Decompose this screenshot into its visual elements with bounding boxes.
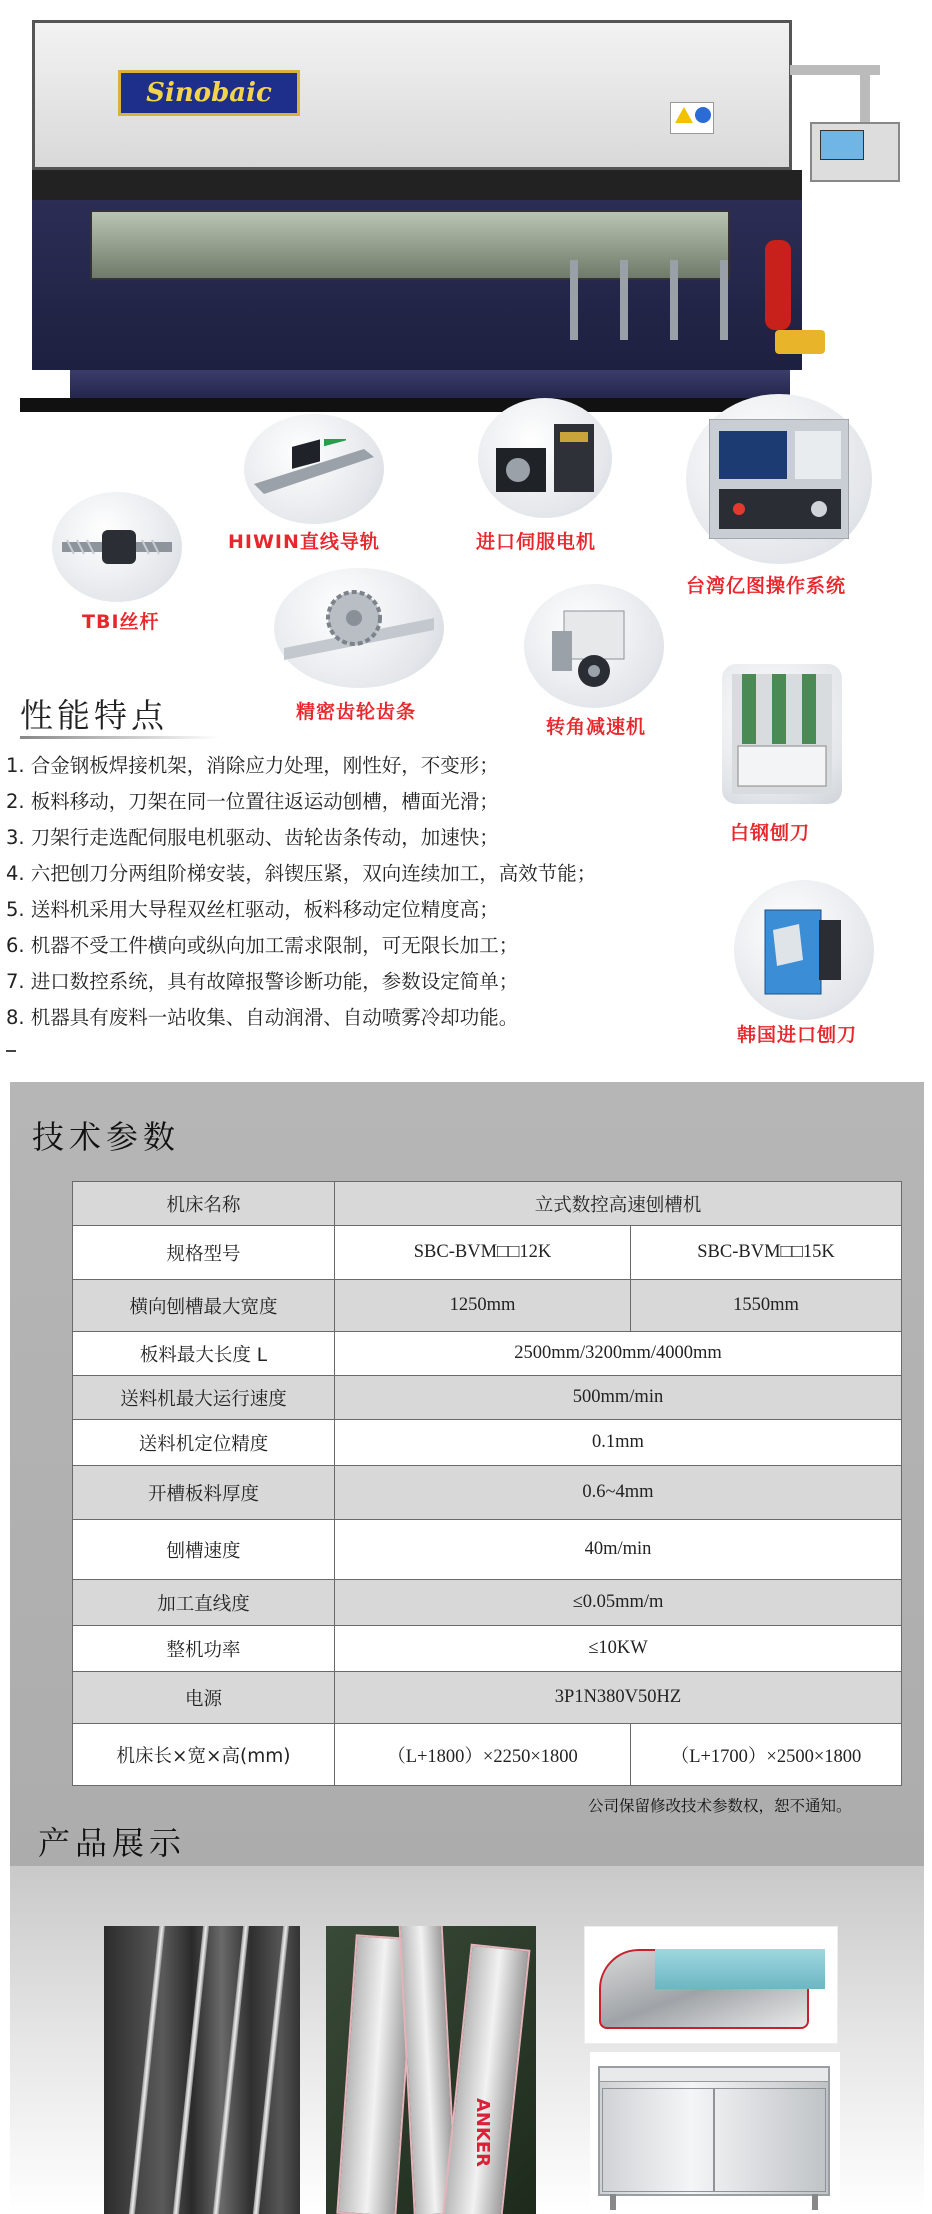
servo-motor-icon: [478, 398, 612, 518]
spec-value: ≤0.05mm/m: [335, 1580, 902, 1626]
brand-logo: Sinobaic: [118, 70, 300, 116]
feature-item: 5. 送料机采用大导程双丝杠驱动，板料移动定位精度高；: [6, 898, 499, 921]
feature-item: 3. 刀架行走选配伺服电机驱动、齿轮齿条传动，加速快；: [6, 826, 499, 849]
product-photo-bent-sheet: [584, 1926, 838, 2044]
spec-label: 板料最大长度 L: [73, 1332, 335, 1376]
component-label-servo: 进口伺服电机: [476, 531, 597, 553]
spec-label: 加工直线度: [73, 1580, 335, 1626]
spec-value: （L+1800）×2250×1800: [335, 1724, 631, 1786]
feature-item: 2. 板料移动，刀架在同一位置往返运动刨槽，槽面光滑；: [6, 790, 499, 813]
feature-item: 4. 六把刨刀分两组阶梯安装，斜锲压紧，双向连续加工，高效节能；: [6, 862, 597, 885]
spec-notice: 公司保留修改技术参数权，恕不通知。: [588, 1797, 852, 1815]
feature-item: 8. 机器具有废料一站收集、自动润滑、自动喷雾冷却功能。: [6, 1006, 519, 1029]
spec-label: 送料机定位精度: [73, 1420, 335, 1466]
korean-cutter-icon: [734, 880, 874, 1020]
spec-value: 0.6~4mm: [335, 1466, 902, 1520]
foot-pedal: [775, 330, 825, 354]
white-steel-cutter-icon: [722, 664, 842, 804]
component-label-tbi: TBI丝杆: [82, 611, 160, 633]
spec-value: 2500mm/3200mm/4000mm: [335, 1332, 902, 1376]
feature-item: 1. 合金钢板焊接机架，消除应力处理，刚性好，不变形；: [6, 754, 499, 777]
ball-screw-icon: [52, 492, 182, 602]
component-label-control-system: 台湾亿图操作系统: [686, 575, 847, 597]
feature-item: 6. 机器不受工件横向或纵向加工需求限制，可无限长加工；: [6, 934, 519, 957]
control-panel-icon: [686, 394, 872, 564]
profile-film-text: ANKER: [472, 2097, 494, 2168]
spec-value: SBC-BVM□□15K: [631, 1226, 902, 1280]
product-photo-grooved-panel: [104, 1926, 300, 2214]
spec-label: 整机功率: [73, 1626, 335, 1672]
spec-value: 1550mm: [631, 1280, 902, 1332]
product-photo-steel-cabinet: [590, 2052, 840, 2214]
feature-item: 7. 进口数控系统，具有故障报警诊断功能，参数设定简单；: [6, 970, 519, 993]
tech-params-title: 技术参数: [32, 1118, 181, 1156]
spec-label: 送料机最大运行速度: [73, 1376, 335, 1420]
features-title-underline: [20, 736, 220, 739]
spec-value: 500mm/min: [335, 1376, 902, 1420]
spec-label: 开槽板料厚度: [73, 1466, 335, 1520]
spec-value: 1250mm: [335, 1280, 631, 1332]
spec-label: 机床长×宽×高(mm): [73, 1724, 335, 1786]
component-label-white-steel-cutter: 白钢刨刀: [730, 822, 811, 844]
spec-label: 规格型号: [73, 1226, 335, 1280]
spec-value: ≤10KW: [335, 1626, 902, 1672]
spec-label: 横向刨槽最大宽度: [73, 1280, 335, 1332]
spec-label: 机床名称: [73, 1182, 335, 1226]
component-label-gear-rack: 精密齿轮齿条: [296, 701, 417, 723]
product-photo-profiles: [326, 1926, 536, 2214]
component-label-korean-cutter: 韩国进口刨刀: [737, 1024, 858, 1046]
divider: [6, 1050, 16, 1052]
component-label-reducer: 转角减速机: [546, 716, 647, 738]
spec-label: 刨槽速度: [73, 1520, 335, 1580]
features-title: 性能特点: [20, 696, 168, 735]
spec-value: 立式数控高速刨槽机: [335, 1182, 902, 1226]
warning-sign-icon: [670, 102, 714, 134]
gear-rack-icon: [274, 568, 444, 688]
specs-table: [72, 1181, 902, 1786]
spec-value: 0.1mm: [335, 1420, 902, 1466]
linear-guide-icon: [244, 414, 384, 524]
spec-value: 3P1N380V50HZ: [335, 1672, 902, 1724]
reducer-icon: [524, 584, 664, 708]
spec-value: （L+1700）×2500×1800: [631, 1724, 902, 1786]
spec-label: 电源: [73, 1672, 335, 1724]
machine-illustration: [10, 10, 924, 430]
features-list: [6, 748, 646, 1036]
component-label-hiwin: HIWIN直线导轨: [228, 531, 380, 553]
spec-value: SBC-BVM□□12K: [335, 1226, 631, 1280]
spec-value: 40m/min: [335, 1520, 902, 1580]
product-display-title: 产品展示: [38, 1824, 187, 1862]
